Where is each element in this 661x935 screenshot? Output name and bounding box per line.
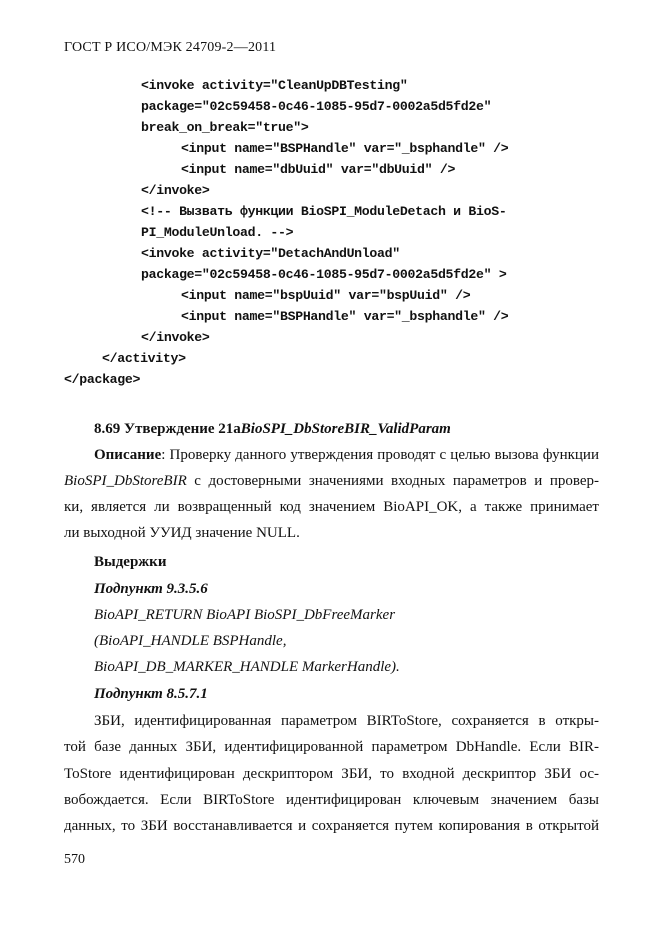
code-line: <input name="BSPHandle" var="_bsphandle" />	[181, 141, 509, 156]
function-name: BioSPI_DbStoreBIR	[64, 473, 187, 489]
code-line: <input name="BSPHandle" var="_bsphandle" />	[181, 309, 509, 324]
section-function-name: BioSPI_DbStoreBIR_ValidParam	[240, 421, 451, 437]
excerpt-code-line: BioAPI_DB_MARKER_HANDLE MarkerHandle).	[94, 659, 400, 675]
code-line: </activity>	[102, 351, 186, 366]
code-line: break_on_break="true">	[141, 120, 309, 135]
code-line: <invoke activity="DetachAndUnload"	[141, 246, 400, 261]
code-line: <input name="dbUuid" var="dbUuid" />	[181, 162, 456, 177]
paragraph-line: ToStore идентифицирован дескриптором ЗБИ, то входной дескриптор ЗБИ ос-	[64, 766, 599, 782]
code-comment-line: <!-- Вызвать функции BioSPI_ModuleDetach и BioS-	[141, 204, 507, 219]
excerpts-heading: Выдержки	[94, 554, 167, 570]
excerpt-code-line: BioAPI_RETURN BioAPI BioSPI_DbFreeMarker	[94, 607, 396, 623]
subclause-heading: Подпункт 9.3.5.6	[94, 581, 208, 597]
paragraph-line: ЗБИ, идентифицированная параметром BIRToStore, сохраняется в откры-	[94, 713, 599, 729]
description-line: BioSPI_DbStoreBIR с достоверными значениями входных параметров и провер-	[64, 473, 599, 489]
section-number: 8.69 Утверждение 21a	[94, 421, 241, 437]
code-line: package="02c59458-0c46-1085-95d7-0002a5d5fd2e"	[141, 99, 492, 114]
code-comment-line: PI_ModuleUnload. -->	[141, 225, 294, 240]
description-line: Описание: Проверку данного утверждения проводят с целью вызова функции	[94, 447, 599, 463]
excerpt-code-line: (BioAPI_HANDLE BSPHandle,	[94, 633, 287, 649]
section-title	[94, 421, 451, 438]
code-line: <invoke activity="CleanUpDBTesting"	[141, 78, 408, 93]
description-line: ки, является ли возвращенный код значением BioAPI_OK, а также принимает	[64, 499, 599, 515]
paragraph-line: вобождается. Если BIRToStore идентифицирован ключевым значением базы	[64, 792, 599, 808]
document-header: ГОСТ Р ИСО/МЭК 24709-2—2011	[64, 40, 277, 55]
code-line: package="02c59458-0c46-1085-95d7-0002a5d5fd2e" >	[141, 267, 507, 282]
description-label: Описание	[94, 447, 162, 463]
paragraph-line: той базе данных ЗБИ, идентифицированной параметром DbHandle. Если BIR-	[64, 739, 599, 755]
code-line: <input name="bspUuid" var="bspUuid" />	[181, 288, 471, 303]
code-line: </invoke>	[141, 330, 210, 345]
description-line: ли выходной УУИД значение NULL.	[64, 525, 300, 541]
code-line: </package>	[64, 372, 141, 387]
page-number: 570	[64, 852, 85, 867]
subclause-heading: Подпункт 8.5.7.1	[94, 686, 208, 702]
paragraph-line: данных, то ЗБИ восстанавливается и сохраняется путем копирования в открытой	[64, 818, 599, 834]
code-line: </invoke>	[141, 183, 210, 198]
